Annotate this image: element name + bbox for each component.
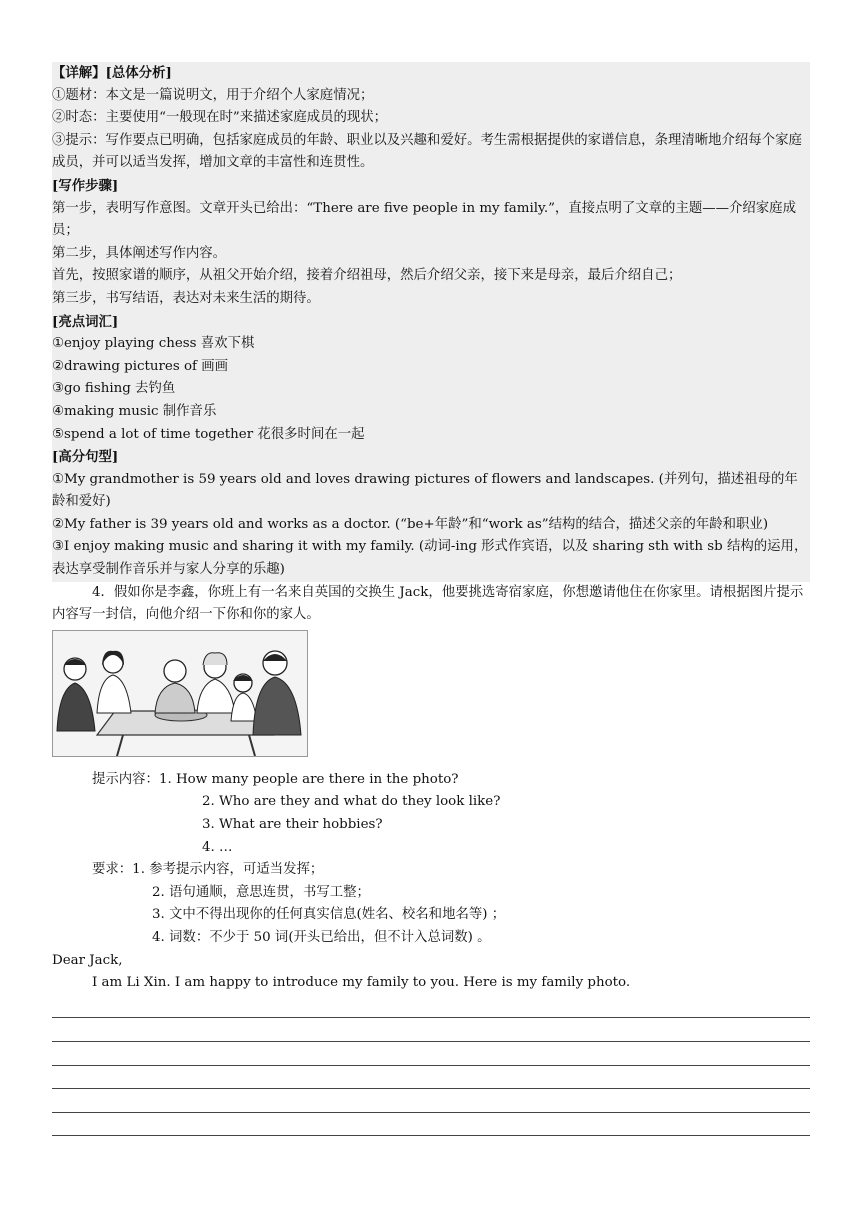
requirements-label: 要求：	[92, 862, 133, 878]
sentence-item: ③I enjoy making music and sharing it with my family. (动词-ing 形式作宾语，以及 sharing sth with sb 结构的运用，表达享受制作音乐并与家人分享的乐趣)	[52, 539, 808, 578]
answer-line[interactable]	[52, 1018, 810, 1042]
requirement-item: 1. 参考提示内容，可适当发挥；	[132, 862, 324, 878]
answer-line[interactable]	[52, 1042, 810, 1066]
letter-opening: I am Li Xin. I am happy to introduce my family to you. Here is my family photo.	[92, 975, 631, 991]
family-photo-illustration	[53, 631, 307, 756]
requirement-line	[92, 859, 810, 882]
step-item: 首先，按照家谱的顺序，从祖父开始介绍，接着介绍祖母，然后介绍父亲，接下来是母亲，最后介绍自己；	[52, 268, 682, 284]
question-prompt: 4．假如你是李鑫，你班上有一名来自英国的交换生 Jack，他要挑选寄宿家庭，你想邀请他住在你家里。请根据图片提示内容写一封信，向他介绍一下你和你的家人。	[52, 584, 804, 623]
step-item: 第一步，表明写作意图。文章开头已给出：“There are five people in my family.”，直接点明了文章的主题——介绍家庭成员；	[52, 200, 796, 239]
tips-block	[92, 769, 810, 950]
analysis-point: ①题材：本文是一篇说明文，用于介绍个人家庭情况；	[52, 87, 374, 103]
analysis-header: 【详解】[总体分析]	[52, 65, 172, 81]
vocab-item: ④making music 制作音乐	[52, 403, 217, 419]
steps-header: [写作步骤]	[52, 177, 119, 194]
requirement-item: 2. 语句通顺，意思连贯，书写工整；	[152, 884, 370, 900]
requirement-item: 4. 词数：不少于 50 词(开头已给出，但不计入总词数) 。	[152, 930, 491, 945]
analysis-point: ②时态：主要使用“一般现在时”来描述家庭成员的现状；	[52, 110, 388, 126]
step-item: 第二步，具体阐述写作内容。	[52, 245, 227, 261]
tip-item: 3. What are their hobbies?	[202, 817, 383, 833]
vocab-header: [亮点词汇]	[52, 313, 119, 330]
requirement-item: 3. 文中不得出现你的任何真实信息(姓名、校名和地名等) ；	[152, 907, 506, 923]
sentences-header: [高分句型]	[52, 449, 119, 466]
vocab-item: ⑤spend a lot of time together 花很多时间在一起	[52, 426, 365, 442]
sentence-item: ②My father is 39 years old and works as a doctor. (“be+年龄”和“work as”结构的结合，描述父亲的年龄和职业)	[52, 516, 769, 532]
analysis-point: ③提示：写作要点已明确，包括家庭成员的年龄、职业以及兴趣和爱好。考生需根据提供的家谱信息，条理清晰地介绍每个家庭成员，并可以适当发挥，增加文章的丰富性和连贯性。	[52, 132, 802, 171]
sentence-item: ①My grandmother is 59 years old and loves drawing pictures of flowers and landscapes. (并列句，描述祖母的年龄和爱好)	[52, 471, 798, 510]
vocab-item: ③go fishing 去钓鱼	[52, 381, 176, 397]
tip-line	[92, 769, 810, 792]
analysis-section	[52, 62, 810, 582]
vocab-item: ②drawing pictures of 画画	[52, 358, 229, 374]
tip-item: 2. Who are they and what do they look like?	[202, 794, 501, 810]
tips-label: 提示内容：	[92, 771, 159, 787]
step-item: 第三步，书写结语，表达对未来生活的期待。	[52, 290, 320, 306]
family-photo	[52, 630, 308, 757]
answer-area[interactable]	[52, 995, 810, 1137]
tip-item: 4. …	[202, 839, 233, 855]
answer-line[interactable]	[52, 1066, 810, 1090]
answer-line[interactable]	[52, 1089, 810, 1113]
tip-item: 1. How many people are there in the photo?	[158, 771, 459, 787]
answer-line[interactable]	[52, 995, 810, 1019]
answer-line[interactable]	[52, 1113, 810, 1137]
letter-greeting: Dear Jack,	[52, 952, 123, 968]
document-page	[52, 62, 810, 1136]
vocab-item: ①enjoy playing chess 喜欢下棋	[52, 336, 255, 352]
